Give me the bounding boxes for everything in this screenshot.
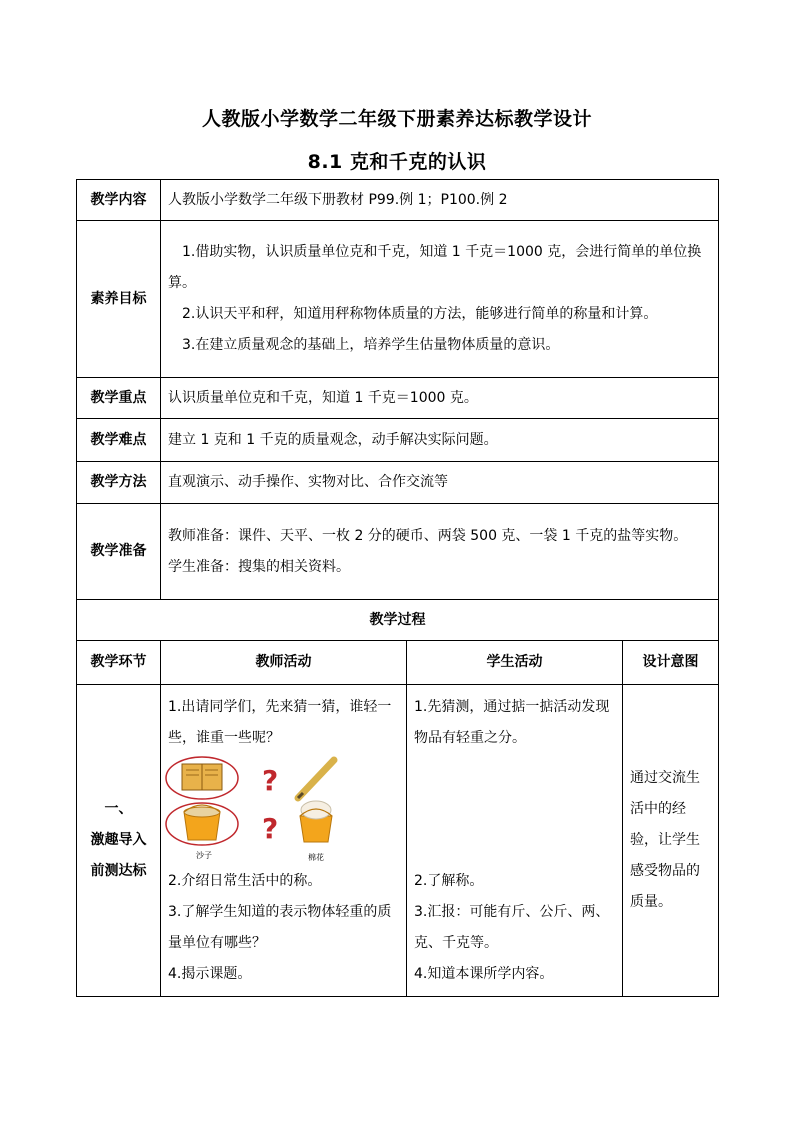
- design-intent: 通过交流生活中的经验，让学生感受物品的质量。: [623, 685, 719, 997]
- value-difficulty: 建立 1 克和 1 千克的质量观念，动手解决实际问题。: [161, 419, 719, 462]
- row-prep: [77, 504, 719, 600]
- row-content: [77, 180, 719, 221]
- stage-name: 一、 激趣导入 前测达标: [77, 685, 161, 997]
- teacher-step-1: 1.出请同学们，先来猜一猜，谁轻一些，谁重一些呢？: [168, 698, 392, 746]
- row-stage-1: [77, 685, 719, 997]
- student-step-1: 1.先猜测，通过掂一掂活动发现物品有轻重之分。: [414, 698, 610, 746]
- lesson-title: 8.1 克和千克的认识: [307, 151, 487, 173]
- cotton-label: 棉花: [308, 852, 324, 862]
- value-method: 直观演示、动手操作、实物对比、合作交流等: [161, 462, 719, 504]
- document-title: 人教版小学数学二年级下册素养达标教学设计: [201, 108, 592, 130]
- pencil-icon: [298, 760, 334, 798]
- student-activity: [407, 685, 623, 997]
- teacher-prep: 教师准备：课件、天平、一枚 2 分的硬币、两袋 500 克、一袋 1 千克的盐等实物。: [168, 527, 688, 544]
- cotton-bucket-icon: [300, 801, 332, 842]
- teacher-step-2: 2.介绍日常生活中的称。: [168, 872, 322, 889]
- label-difficulty: 教学难点: [77, 419, 161, 462]
- label-content: 教学内容: [77, 180, 161, 221]
- process-heading: 教学过程: [77, 600, 719, 641]
- row-difficulty: [77, 419, 719, 462]
- weight-comparison-illustration: [168, 754, 399, 866]
- student-step-3: 3.汇报：可能有斤、公斤、两、克、千克等。: [414, 903, 610, 951]
- value-content: 人教版小学数学二年级下册教材 P99.例 1；P100.例 2: [161, 180, 719, 221]
- label-prep: 教学准备: [77, 504, 161, 600]
- lesson-plan-table: [76, 179, 719, 997]
- col-header-teacher: 教师活动: [161, 641, 407, 685]
- label-method: 教学方法: [77, 462, 161, 504]
- label-key: 教学重点: [77, 378, 161, 419]
- value-key: 认识质量单位克和千克，知道 1 千克＝1000 克。: [161, 378, 719, 419]
- teacher-step-3: 3.了解学生知道的表示物体轻重的质量单位有哪些？: [168, 903, 392, 951]
- sand-label: 沙子: [196, 850, 212, 860]
- row-column-headers: [77, 641, 719, 685]
- sand-bucket-icon: [184, 805, 220, 840]
- label-goals: 素养目标: [77, 221, 161, 378]
- book-icon: [182, 764, 222, 790]
- student-step-4: 4.知道本课所学内容。: [414, 965, 554, 982]
- row-process-heading: [77, 600, 719, 641]
- row-goals: [77, 221, 719, 378]
- goal-item: 1.借助实物，认识质量单位克和千克，知道 1 千克＝1000 克，会进行简单的单位换算。: [168, 244, 702, 291]
- row-method: [77, 462, 719, 504]
- student-step-2: 2.了解称。: [414, 872, 484, 889]
- teacher-step-4: 4.揭示课题。: [168, 965, 252, 982]
- value-prep: [161, 504, 719, 600]
- col-header-design: 设计意图: [623, 641, 719, 685]
- row-key: [77, 378, 719, 419]
- student-prep: 学生准备：搜集的相关资料。: [168, 558, 350, 575]
- teacher-activity: [161, 685, 407, 997]
- col-header-stage: 教学环节: [77, 641, 161, 685]
- goal-item: 3.在建立质量观念的基础上，培养学生估量物体质量的意识。: [182, 337, 560, 353]
- value-goals: [161, 221, 719, 378]
- question-mark-icon: ?: [262, 811, 279, 845]
- col-header-student: 学生活动: [407, 641, 623, 685]
- goal-item: 2.认识天平和秤，知道用秤称物体质量的方法，能够进行简单的称量和计算。: [182, 306, 658, 322]
- question-mark-icon: ?: [262, 763, 279, 797]
